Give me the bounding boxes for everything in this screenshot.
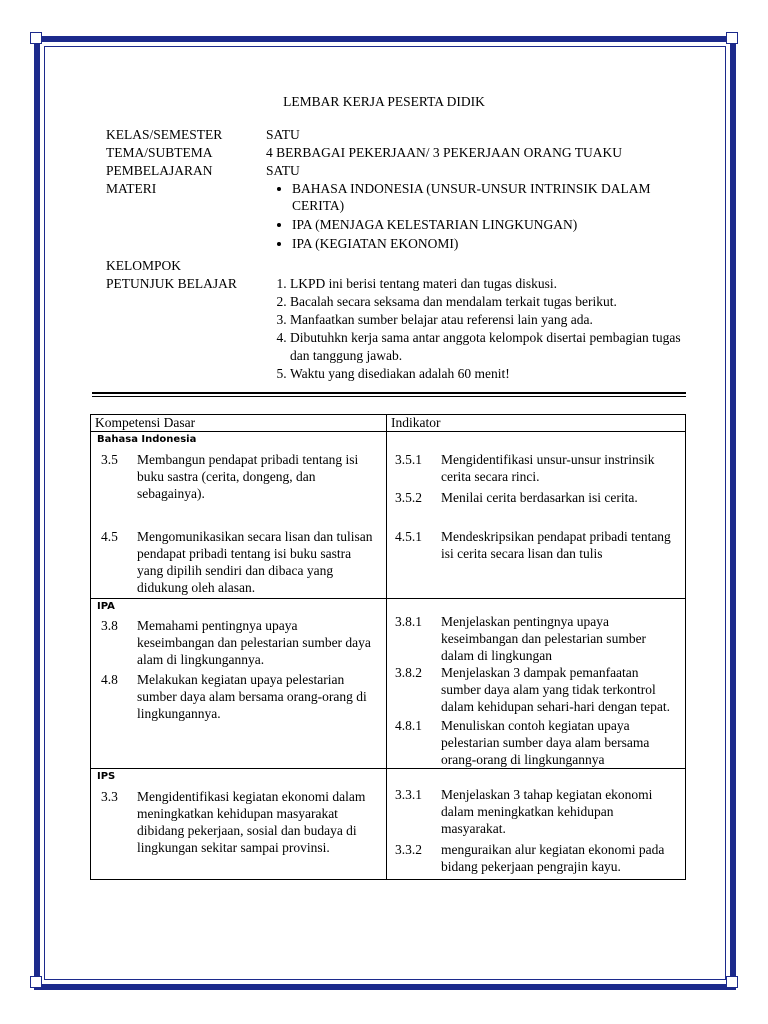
materi-item: • IPA (KEGIATAN EKONOMI)	[292, 235, 696, 252]
kd-code: 4.5	[101, 529, 118, 544]
section-row-bahasa-indonesia	[91, 432, 686, 599]
subject-label: IPS	[97, 771, 116, 782]
indikator-code: 3.5.1	[395, 452, 422, 467]
divider-line	[92, 392, 686, 394]
table-header-row	[91, 415, 686, 432]
kd-item	[95, 788, 382, 856]
indikator-item	[391, 528, 681, 562]
kd-text: Mengomunikasikan secara lisan dan tulisan pendapat pribadi tentang isi buku sastra yang dipilih sendiri dan dibaca yang didukung oleh alasan.	[137, 529, 373, 595]
indikator-text: Menilai cerita berdasarkan isi cerita.	[441, 490, 638, 505]
indikator-item	[391, 664, 681, 715]
kd-item	[95, 617, 382, 668]
indikator-code: 3.8.2	[395, 665, 422, 680]
indikator-text: Menjelaskan 3 dampak pemanfaatan sumber daya alam yang tidak terkontrol dalam kehidupan sehari-hari dengan tepat.	[441, 665, 671, 714]
indikator-item	[391, 613, 681, 664]
info-row-petunjuk	[106, 275, 696, 383]
indikator-cell	[387, 599, 686, 769]
section-row-ips	[91, 769, 686, 880]
materi-item: • BAHASA INDONESIA (UNSUR-UNSUR INTRINSIK DALAM CERITA)	[292, 180, 696, 214]
indikator-text: Mengidentifikasi unsur-unsur instrinsik cerita secara rinci.	[441, 452, 655, 484]
petunjuk-label: PETUNJUK BELAJAR	[106, 276, 237, 291]
indikator-item	[391, 489, 681, 506]
kelas-label: KELAS/SEMESTER	[106, 127, 223, 142]
kelompok-label: KELOMPOK	[106, 258, 182, 273]
kd-text: Melakukan kegiatan upaya pelestarian sumber daya alam bersama orang-orang di lingkungannya.	[137, 672, 367, 721]
competency-table	[90, 414, 686, 880]
kd-cell	[91, 432, 387, 599]
indikator-text: Menjelaskan pentingnya upaya keseimbangan dan pelestarian sumber dalam di lingkungan	[441, 614, 647, 663]
indikator-item	[391, 841, 681, 875]
materi-list-wrap	[266, 180, 696, 254]
indikator-code: 3.3.1	[395, 787, 422, 802]
petunjuk-item: 5. Waktu yang disediakan adalah 60 menit!	[290, 365, 696, 383]
info-row-kelompok	[106, 257, 696, 275]
divider-line-thin	[92, 396, 686, 397]
indikator-text: Mendeskripsikan pendapat pribadi tentang isi cerita secara lisan dan tulis	[441, 529, 671, 561]
kd-item	[95, 528, 382, 596]
indikator-code: 4.8.1	[395, 718, 422, 733]
pembelajaran-value: SATU	[266, 163, 300, 178]
subject-label: IPA	[97, 601, 115, 612]
kd-cell	[91, 599, 387, 769]
indikator-item	[391, 717, 681, 768]
petunjuk-list-wrap	[266, 275, 696, 383]
indikator-cell	[387, 769, 686, 880]
indikator-code: 4.5.1	[395, 529, 422, 544]
pembelajaran-label: PEMBELAJARAN	[106, 163, 213, 178]
kd-text: Mengidentifikasi kegiatan ekonomi dalam meningkatkan kehidupan masyarakat dibidang pekerjaan, sosial dan budaya di lingkungan sekitar sampai provinsi.	[137, 789, 366, 855]
info-row-pembelajaran	[106, 162, 696, 180]
info-block	[106, 126, 696, 383]
info-row-kelas	[106, 126, 696, 144]
tema-value: 4 BERBAGAI PEKERJAAN/ 3 PEKERJAAN ORANG TUAKU	[266, 145, 623, 160]
kd-item	[95, 671, 382, 722]
kelompok-value	[266, 257, 696, 275]
petunjuk-list	[266, 275, 696, 383]
kd-code: 3.5	[101, 452, 118, 467]
header-indikator: Indikator	[387, 415, 686, 432]
indikator-text: Menuliskan contoh kegiatan upaya pelestarian sumber daya alam bersama orang-orang di lingkungannya	[441, 718, 650, 767]
indikator-item	[391, 786, 681, 837]
kd-code: 3.3	[101, 789, 118, 804]
indikator-item	[391, 451, 681, 485]
kd-text: Memahami pentingnya upaya keseimbangan dan pelestarian sumber daya alam di lingkungannya.	[137, 618, 371, 667]
petunjuk-item: 3. Manfaatkan sumber belajar atau referensi lain yang ada.	[290, 311, 696, 329]
subject-label: Bahasa Indonesia	[97, 434, 197, 445]
kelas-value: SATU	[266, 127, 300, 142]
kd-code: 3.8	[101, 618, 118, 633]
header-kompetensi-dasar: Kompetensi Dasar	[91, 415, 387, 432]
indikator-code: 3.5.2	[395, 490, 422, 505]
kd-item	[95, 451, 382, 502]
materi-list	[266, 180, 696, 252]
petunjuk-item: 2. Bacalah secara seksama dan mendalam terkait tugas berikut.	[290, 293, 696, 311]
indikator-code: 3.8.1	[395, 614, 422, 629]
materi-item: • IPA (MENJAGA KELESTARIAN LINGKUNGAN)	[292, 216, 696, 233]
section-row-ipa	[91, 599, 686, 769]
petunjuk-item: 1. LKPD ini berisi tentang materi dan tugas diskusi.	[290, 275, 696, 293]
info-row-materi	[106, 180, 696, 254]
page-title: LEMBAR KERJA PESERTA DIDIK	[283, 94, 485, 109]
info-row-tema	[106, 144, 696, 162]
materi-label: MATERI	[106, 181, 157, 196]
kd-text: Membangun pendapat pribadi tentang isi buku sastra (cerita, dongeng, dan sebagainya).	[137, 452, 359, 501]
petunjuk-item: 4. Dibutuhkn kerja sama antar anggota kelompok disertai pembagian tugas dan tanggung jawab.	[290, 329, 696, 365]
indikator-code: 3.3.2	[395, 842, 422, 857]
indikator-text: menguraikan alur kegiatan ekonomi pada bidang pekerjaan pengrajin kayu.	[441, 842, 665, 874]
tema-label: TEMA/SUBTEMA	[106, 145, 213, 160]
indikator-text: Menjelaskan 3 tahap kegiatan ekonomi dalam meningkatkan kehidupan masyarakat.	[441, 787, 653, 836]
kd-cell	[91, 769, 387, 880]
indikator-cell	[387, 432, 686, 599]
kd-code: 4.8	[101, 672, 118, 687]
